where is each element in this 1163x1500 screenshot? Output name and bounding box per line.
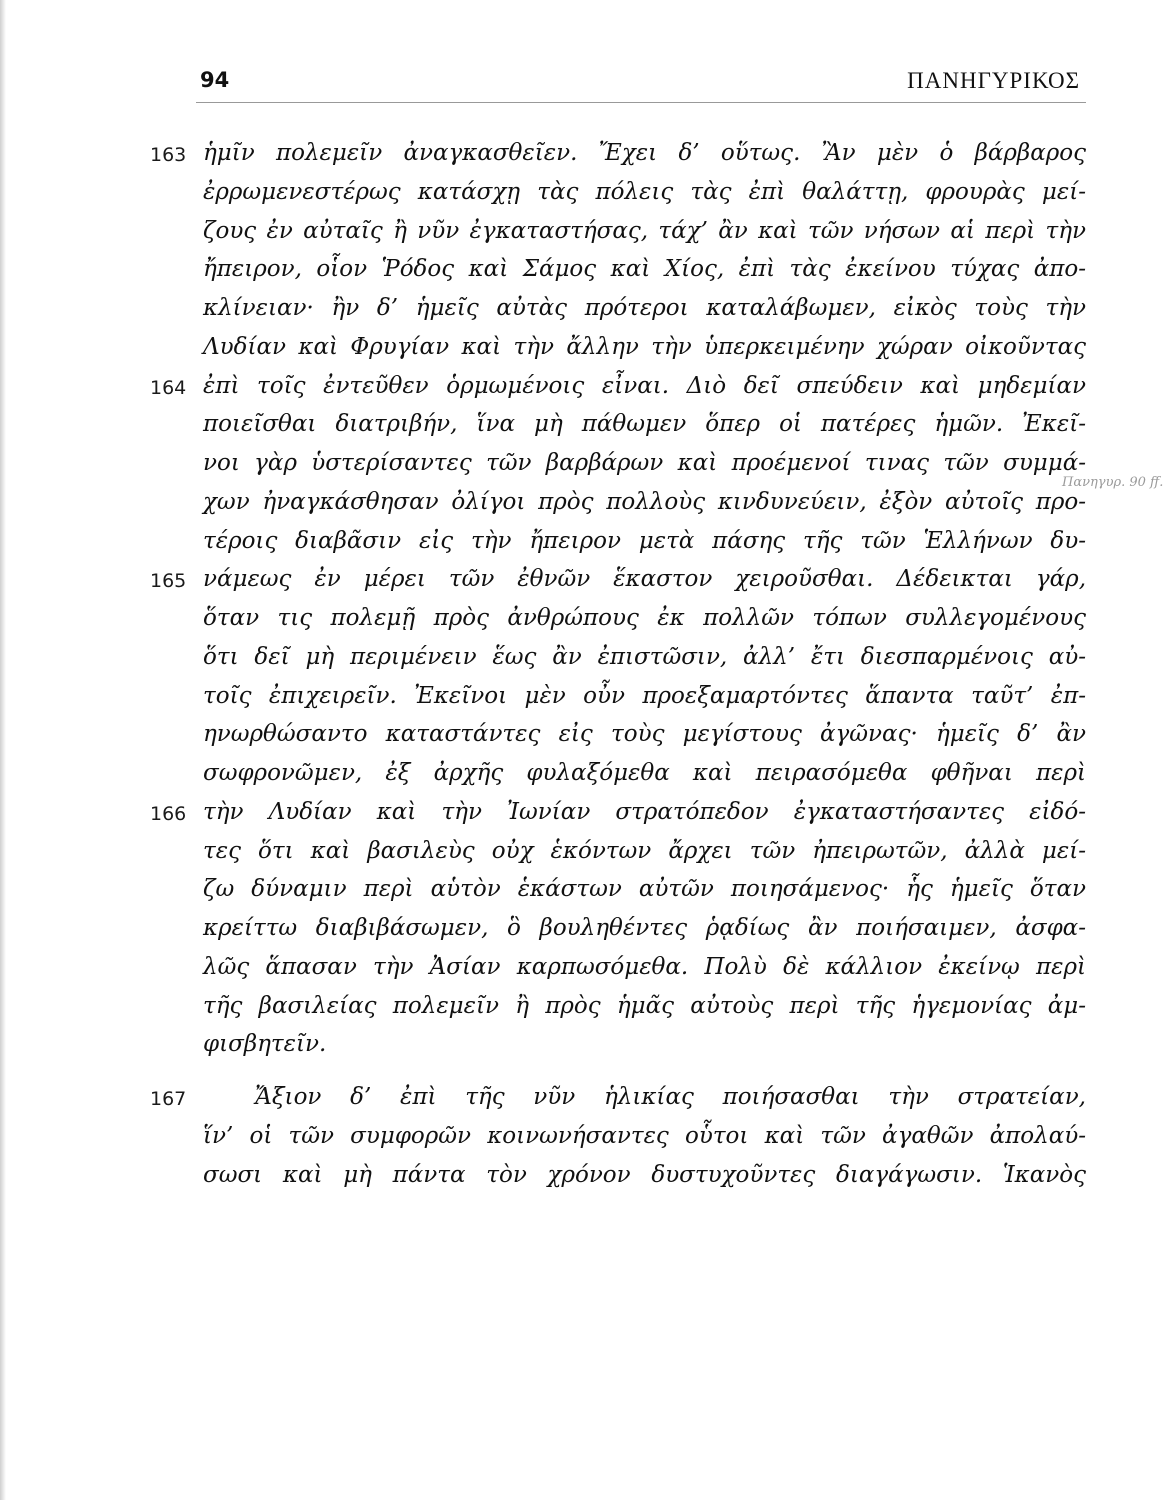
line-text: τῆς βασιλείας πολεμεῖν ἢ πρὸς ἡμᾶς αὐτοὺς περὶ τῆς ἡγεμονίας ἀμ- (203, 992, 1086, 1019)
section-number: 163 (150, 144, 187, 166)
text-line (0, 797, 1122, 836)
line-text: ἐπὶ τοῖς ἐντεῦθεν ὁρμωμένοις εἶναι. Διὸ δεῖ σπεύδειν καὶ μηδεμίαν (203, 372, 1086, 399)
section-number: 166 (150, 802, 187, 825)
section-number: 165 (150, 570, 187, 593)
line-text: φισβητεῖν. (203, 1031, 327, 1058)
paragraph-gap (0, 1068, 1122, 1082)
section-number: 164 (150, 376, 187, 399)
page-header (200, 68, 1080, 100)
text-line (0, 642, 1122, 681)
line-text: Λυδίαν καὶ Φρυγίαν καὶ τὴν ἄλλην τὴν ὑπερκειμένην χώραν οἰκοῦντας (203, 333, 1086, 360)
text-line (0, 138, 1122, 177)
line-text: ἵν’ οἱ τῶν συμφορῶν κοινωνήσαντες οὗτοι καὶ τῶν ἀγαθῶν ἀπολαύ- (203, 1122, 1086, 1149)
page-number: 94 (200, 68, 230, 92)
line-text: τες ὅτι καὶ βασιλεὺς οὐχ ἑκόντων ἄρχει τῶν ἠπειρωτῶν, ἀλλὰ μεί- (203, 837, 1086, 864)
line-text: κρείττω διαβιβάσωμεν, ὃ βουληθέντες ῥᾳδίως ἂν ποιήσαιμεν, ἀσφα- (203, 915, 1086, 941)
line-text: σωσι καὶ μὴ πάντα τὸν χρόνον δυστυχοῦντες διαγάγωσιν. Ἱκανὸς (203, 1161, 1086, 1188)
text-line (0, 836, 1122, 875)
line-text: ὅτι δεῖ μὴ περιμένειν ἕως ἂν ἐπιστῶσιν, ἀλλ’ ἔτι διεσπαρμένοις αὐ- (203, 643, 1086, 670)
line-text: νάμεως ἐν μέρει τῶν ἐθνῶν ἕκαστον χειροῦσθαι. Δέδεικται γάρ, (203, 566, 1086, 593)
text-line (0, 487, 1122, 526)
text-line (0, 991, 1122, 1030)
text-line (0, 681, 1122, 720)
line-text: ἐρρωμενεστέρως κατάσχῃ τὰς πόλεις τὰς ἐπὶ θαλάττῃ, φρουρὰς μεί- (203, 178, 1086, 205)
section-number: 167 (150, 1088, 187, 1110)
text-line (0, 448, 1122, 487)
text-line (0, 603, 1122, 642)
running-title: ΠΑΝΗΓΥΡΙΚΟΣ (907, 68, 1080, 93)
text-line (0, 758, 1122, 797)
line-text: ποιεῖσθαι διατριβήν, ἵνα μὴ πάθωμεν ὅπερ οἱ πατέρες ἡμῶν. Ἐκεῖ- (203, 411, 1086, 438)
line-text: τοῖς ἐπιχειρεῖν. Ἐκεῖνοι μὲν οὖν προεξαμαρτόντες ἅπαντα ταῦτ’ ἐπ- (203, 682, 1086, 709)
text-line (0, 254, 1122, 293)
margin-note: Πανηγυρ. 90 ff. (1062, 475, 1163, 490)
line-text: κλίνειαν· ἢν δ’ ἡμεῖς αὐτὰς πρότεροι καταλάβωμεν, εἰκὸς τοὺς τὴν (203, 295, 1086, 321)
text-line (0, 371, 1122, 410)
line-text: ζω δύναμιν περὶ αὑτὸν ἑκάστων αὐτῶν ποιησάμενος· ἧς ἡμεῖς ὅταν (203, 876, 1086, 903)
line-text: τέροις διαβᾶσιν εἰς τὴν ἤπειρον μετὰ πάσης τῆς τῶν Ἑλλήνων δυ- (203, 527, 1086, 554)
text-line (0, 177, 1122, 216)
line-text: ηνωρθώσαντο καταστάντες εἰς τοὺς μεγίστους ἀγῶνας· ἡμεῖς δ’ ἂν (203, 721, 1086, 748)
text-line (0, 1160, 1122, 1199)
text-line (0, 1029, 1122, 1068)
text-line (0, 409, 1122, 448)
line-text: λῶς ἅπασαν τὴν Ἀσίαν καρπωσόμεθα. Πολὺ δὲ κάλλιον ἐκείνῳ περὶ (203, 953, 1086, 980)
line-text: ἡμῖν πολεμεῖν ἀναγκασθεῖεν. Ἔχει δ’ οὕτως. Ἂν μὲν ὁ βάρβαρος (203, 140, 1086, 166)
text-line (0, 952, 1122, 991)
text-line (0, 913, 1122, 952)
text-line (0, 216, 1122, 255)
line-text: σωφρονῶμεν, ἐξ ἀρχῆς φυλαξόμεθα καὶ πειρασόμεθα φθῆναι περὶ (203, 760, 1086, 786)
header-rule (196, 102, 1086, 103)
line-text: ἤπειρον, οἷον Ῥόδος καὶ Σάμος καὶ Χίος, ἐπὶ τὰς ἐκείνου τύχας ἀπο- (203, 256, 1086, 283)
greek-text-body (0, 138, 1163, 1198)
text-line (0, 293, 1122, 332)
line-text: χων ἠναγκάσθησαν ὀλίγοι πρὸς πολλοὺς κινδυνεύειν, ἐξὸν αὐτοῖς προ- (203, 488, 1086, 515)
text-line (0, 1121, 1122, 1160)
line-text: νοι γὰρ ὑστερίσαντες τῶν βαρβάρων καὶ προέμενοί τινας τῶν συμμά- (203, 450, 1086, 476)
text-line (0, 564, 1122, 603)
text-line (0, 332, 1122, 371)
text-line (0, 719, 1122, 758)
text-line (0, 526, 1122, 565)
line-text: ζους ἐν αὐταῖς ἢ νῦν ἐγκαταστήσας, τάχ’ ἂν καὶ τῶν νήσων αἱ περὶ τὴν (203, 217, 1086, 244)
text-line (0, 874, 1122, 913)
line-text: τὴν Λυδίαν καὶ τὴν Ἰωνίαν στρατόπεδον ἐγκαταστήσαντες εἰδό- (203, 798, 1086, 825)
line-text: Ἄξιον δ’ ἐπὶ τῆς νῦν ἡλικίας ποιήσασθαι τὴν στρατείαν, (255, 1084, 1086, 1110)
line-text: ὅταν τις πολεμῇ πρὸς ἀνθρώπους ἐκ πολλῶν τόπων συλλεγομένους (203, 605, 1086, 631)
text-line (0, 1082, 1122, 1121)
